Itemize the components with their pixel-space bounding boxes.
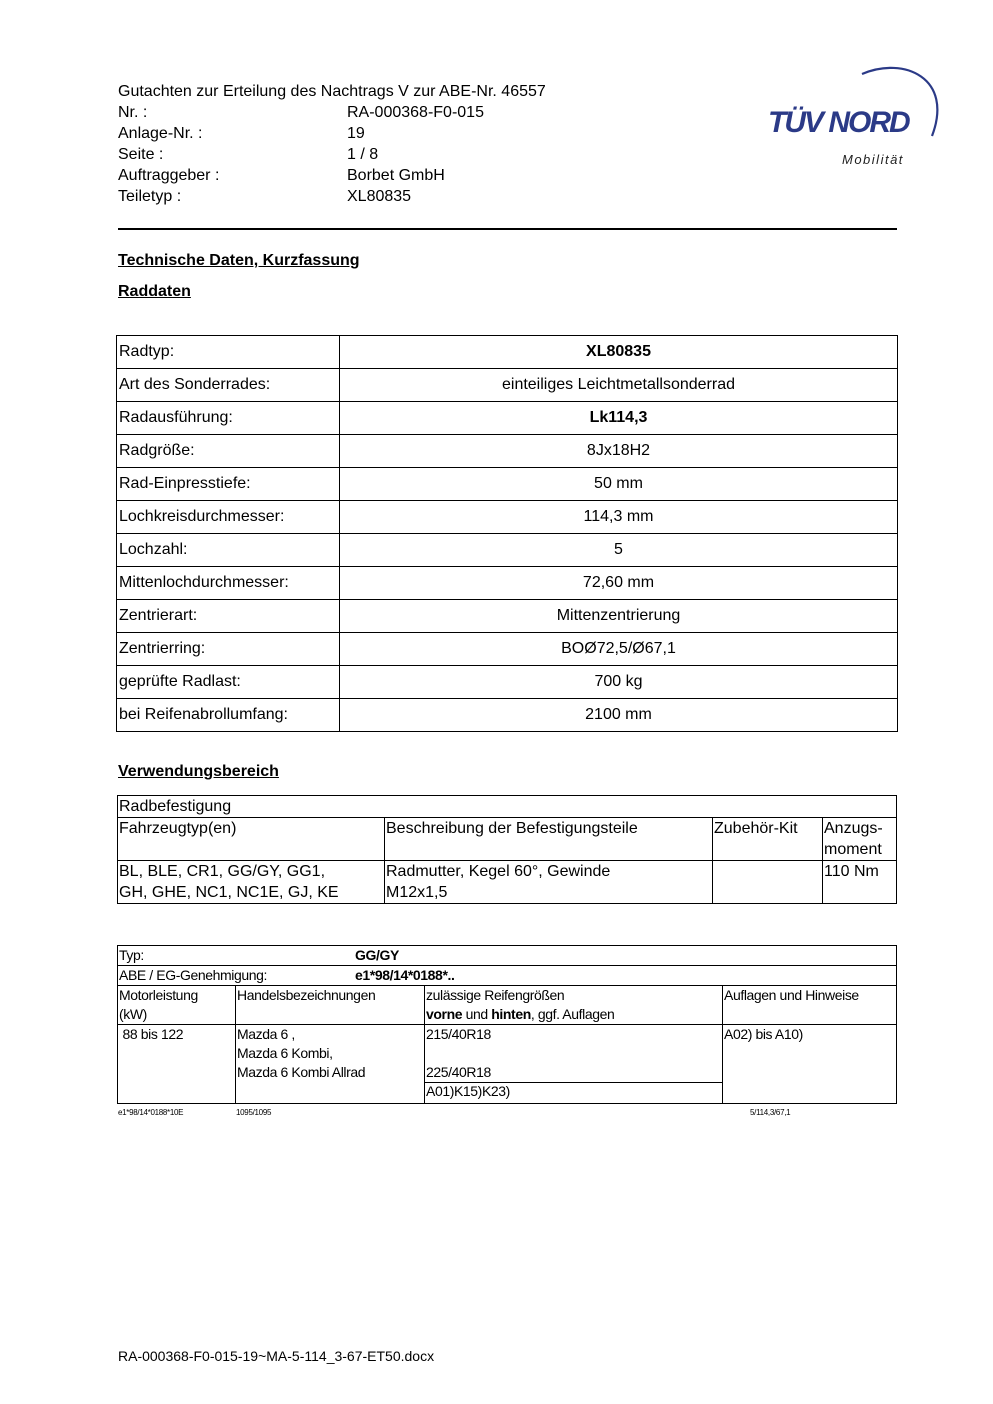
col-handelsbezeichnungen: [236, 986, 425, 1025]
fahrzeugtypen-value: BL, BLE, CR1, GG/GY, GG1, GH, GHE, NC1, NC1E, GJ, KE: [119, 863, 339, 901]
cell-fahrzeugtypen: [118, 861, 385, 904]
raddaten-row: [117, 633, 898, 666]
header-divider: [118, 228, 897, 230]
footer-filename: RA-000368-F0-015-19~MA-5-114_3-67-ET50.docx: [118, 1348, 435, 1364]
header-field-key: Teiletyp :: [118, 188, 182, 205]
col-auflagen: [723, 986, 897, 1025]
raddaten-table: [116, 335, 898, 732]
logo-brand: TÜV NORD: [768, 106, 909, 139]
abe-value: e1*98/14*0188*..: [355, 967, 455, 983]
col-zubehoer-label: Zubehör-Kit: [714, 820, 798, 837]
raddaten-row: [117, 567, 898, 600]
raddaten-value: Mittenzentrierung: [340, 600, 898, 633]
raddaten-label: geprüfte Radlast:: [117, 666, 340, 699]
reifen-vorne-label: vorne: [426, 1006, 463, 1022]
col-beschreibung: [385, 818, 713, 861]
raddaten-value: 50 mm: [340, 468, 898, 501]
header-field-row: [118, 102, 484, 123]
raddaten-value: 2100 mm: [340, 699, 898, 732]
raddaten-row: [117, 336, 898, 369]
header-field-row: [118, 186, 484, 207]
col-reifengroessen-label: zulässige Reifengrößen: [426, 987, 565, 1003]
raddaten-value: 8Jx18H2: [340, 435, 898, 468]
header-field-key: Anlage-Nr. :: [118, 125, 203, 142]
col-anzugsmoment-label: Anzugs- moment: [824, 820, 883, 858]
handelsbezeichnungen-value: Mazda 6 , Mazda 6 Kombi, Mazda 6 Kombi Allrad: [237, 1026, 366, 1080]
header-field-row: [118, 144, 484, 165]
header-field-row: [118, 123, 484, 144]
auflagen-value: A02) bis A10): [724, 1026, 803, 1042]
raddaten-label: Rad-Einpresstiefe:: [117, 468, 340, 501]
raddaten-row: [117, 699, 898, 732]
raddaten-value: Lk114,3: [340, 402, 898, 435]
col-auflagen-label: Auflagen und Hinweise: [724, 987, 859, 1003]
header-field-key: Auftraggeber :: [118, 167, 220, 184]
radbefestigung-caption: Radbefestigung: [118, 796, 897, 818]
typ-footnote-load: 1095/1095: [236, 1108, 272, 1117]
raddaten-value: 72,60 mm: [340, 567, 898, 600]
col-beschreibung-label: Beschreibung der Befestigungsteile: [386, 820, 638, 837]
raddaten-value: BOØ72,5/Ø67,1: [340, 633, 898, 666]
motorleistung-value: 88 bis 122: [119, 1026, 184, 1042]
raddaten-value: 114,3 mm: [340, 501, 898, 534]
document-title: Gutachten zur Erteilung des Nachtrags V zur ABE-Nr. 46557: [118, 83, 546, 100]
col-zubehoer: [713, 818, 823, 861]
header-field-value: RA-000368-F0-015: [347, 104, 484, 121]
typ-value: GG/GY: [355, 947, 399, 963]
raddaten-row: [117, 600, 898, 633]
raddaten-row: [117, 402, 898, 435]
raddaten-row: [117, 435, 898, 468]
section-title: Technische Daten, Kurzfassung: [118, 252, 360, 269]
reifen-hinten-label: hinten: [491, 1006, 531, 1022]
raddaten-label: Mittenlochdurchmesser:: [117, 567, 340, 600]
raddaten-row: [117, 501, 898, 534]
raddaten-label: Zentrierart:: [117, 600, 340, 633]
raddaten-label: bei Reifenabrollumfang:: [117, 699, 340, 732]
tuev-nord-logo: [764, 58, 944, 173]
anzugsmoment-value: 110 Nm: [824, 863, 879, 880]
col-anzugsmoment: [823, 818, 897, 861]
col-reifengroessen: [425, 986, 723, 1025]
header-field-key: Nr. :: [118, 104, 148, 121]
col-fahrzeugtyp-label: Fahrzeugtyp(en): [119, 820, 237, 837]
raddaten-value: einteiliges Leichtmetallsonderrad: [340, 369, 898, 402]
col-fahrzeugtyp: [118, 818, 385, 861]
typ-footnote-pcd: 5/114,3/67,1: [750, 1108, 791, 1117]
raddaten-value: 5: [340, 534, 898, 567]
cell-reifengroessen: [425, 1025, 723, 1104]
abe-row: [118, 966, 897, 986]
cell-handelsbezeichnungen: [236, 1025, 425, 1104]
raddaten-heading: Raddaten: [118, 283, 191, 300]
raddaten-row: [117, 666, 898, 699]
reifen-divider: [425, 1082, 722, 1083]
reifen-auflagen-label: , ggf. Auflagen: [530, 1006, 615, 1022]
abe-label: ABE / EG-Genehmigung:: [119, 967, 268, 983]
header-field-value: 1 / 8: [347, 146, 379, 163]
cell-beschreibung: [385, 861, 713, 904]
raddaten-label: Radgröße:: [117, 435, 340, 468]
raddaten-row: [117, 534, 898, 567]
typ-label: Typ:: [119, 947, 144, 963]
cell-motorleistung: [118, 1025, 236, 1104]
typ-footnote-approval: e1*98/14*0188*10E: [118, 1108, 184, 1117]
raddaten-row: [117, 468, 898, 501]
header-field-row: [118, 165, 484, 186]
header-field-value: XL80835: [347, 188, 412, 205]
header-field-value: 19: [347, 125, 365, 142]
cell-auflagen: [723, 1025, 897, 1104]
header-field-key: Seite :: [118, 146, 164, 163]
typ-row: [118, 946, 897, 966]
header-field-value: Borbet GmbH: [347, 167, 445, 184]
reifen-cell-wrap: [425, 1025, 722, 1101]
logo-subtitle: Mobilität: [842, 152, 904, 167]
col-motorleistung-label: Motorleistung (kW): [119, 987, 198, 1022]
beschreibung-value: Radmutter, Kegel 60°, Gewinde M12x1,5: [386, 863, 611, 901]
col-handelsbezeichnungen-label: Handelsbezeichnungen: [237, 987, 376, 1003]
reifengroessen-value: 215/40R18 225/40R18 A01)K15)K23): [426, 1026, 510, 1099]
raddaten-value: XL80835: [340, 336, 898, 369]
radbefestigung-table: [117, 795, 897, 904]
raddaten-label: Zentrierring:: [117, 633, 340, 666]
cell-zubehoer: [713, 861, 823, 904]
raddaten-label: Lochkreisdurchmesser:: [117, 501, 340, 534]
reifen-und-label: und: [462, 1006, 492, 1022]
raddaten-row: [117, 369, 898, 402]
verwendung-heading: Verwendungsbereich: [118, 763, 279, 780]
raddaten-label: Lochzahl:: [117, 534, 340, 567]
raddaten-value: 700 kg: [340, 666, 898, 699]
header-fields: [118, 102, 484, 207]
col-motorleistung: [118, 986, 236, 1025]
cell-anzugsmoment: [823, 861, 897, 904]
raddaten-label: Radtyp:: [117, 336, 340, 369]
raddaten-label: Art des Sonderrades:: [117, 369, 340, 402]
raddaten-label: Radausführung:: [117, 402, 340, 435]
typ-table: [117, 945, 897, 1104]
